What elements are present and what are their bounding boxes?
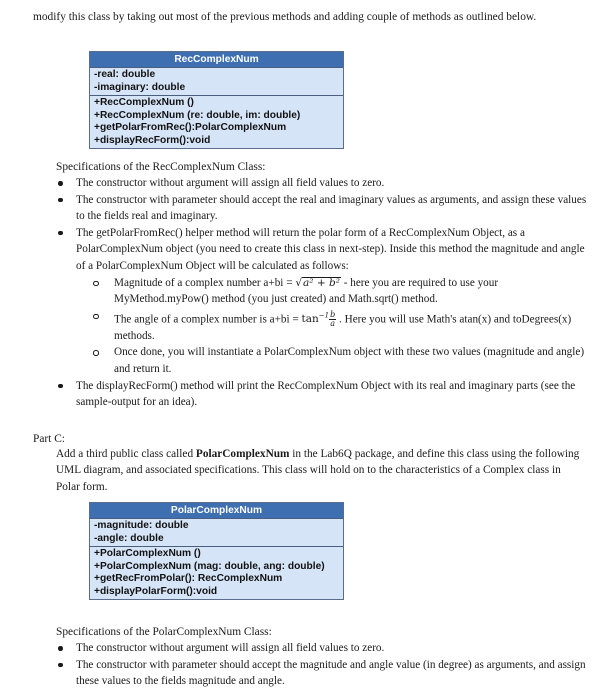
inverse-exponent: −1 [318, 311, 330, 320]
uml-attribute: -angle: double [94, 532, 164, 544]
list-item [56, 657, 588, 690]
list-item [56, 175, 588, 192]
spec-rec-list [56, 175, 588, 411]
uml-attributes [90, 68, 343, 96]
uml-attribute: -magnitude: double [94, 520, 189, 531]
uml-method: +RecComplexNum (re: double, im: double) [94, 109, 301, 121]
spec-rec-title: Specifications of the RecComplexNum Class: [56, 161, 266, 173]
uml-attribute: -imaginary: double [94, 81, 186, 93]
uml-attribute: -real: double [94, 69, 156, 80]
part-c-heading: Part C: [33, 433, 65, 445]
uml-method: +displayRecForm():void [94, 134, 211, 146]
uml-class-title: PolarComplexNum [90, 503, 343, 519]
sub-item-text: Once done, you will instantiate a PolarComplexNum object with these two values (magnitude and angle) and return it. [114, 346, 585, 376]
sub-item-text: . Here you will use Math's atan(x) and toDegrees(x) methods. [114, 313, 572, 342]
list-item-text: The constructor without argument will assign all field values to zero. [76, 177, 385, 189]
intro-paragraph: modify this class by taking out most of the previous methods and adding couple of methods as outlined below. [33, 11, 537, 23]
part-c-class-name: PolarComplexNum [195, 448, 290, 460]
uml-method: +getRecFromPolar(): RecComplexNum [94, 573, 283, 584]
list-item [56, 378, 588, 411]
uml-method: +getPolarFromRec():PolarComplexNum [94, 122, 287, 133]
uml-polar-complex-num [89, 502, 344, 600]
uml-class-title: RecComplexNum [90, 52, 343, 68]
uml-method: +PolarComplexNum (mag: double, ang: double) [94, 560, 325, 572]
angle-formula [301, 309, 337, 328]
sub-list-item [76, 344, 588, 377]
fraction-denominator: a [330, 318, 336, 328]
uml-method: +displayPolarForm():void [94, 585, 218, 597]
magnitude-formula [295, 277, 341, 289]
sub-list [76, 275, 588, 378]
list-item [56, 225, 588, 378]
sub-list-item [76, 308, 588, 345]
uml-methods [90, 547, 343, 599]
list-item [56, 640, 588, 657]
sub-item-text: - here you are required to use your MyMethod.myPow() method (you just created) and Math.sqrt() method. [114, 276, 499, 306]
list-item-text: The constructor without argument will assign all field values to zero. [76, 642, 385, 654]
list-item-text: The getPolarFromRec() helper method will return the polar form of a RecComplexNum Object, as a PolarComplexNum object (you need to create this class in next-step). Inside this method the magnitude and angle of a PolarComplexNum Object will be calculated as follows: [76, 226, 585, 272]
part-c-text: in the Lab6Q package, and define this class using the following UML diagram, and associated specifications. This class will hold on to the characteristics of a Complex class in Polar form. [56, 448, 580, 493]
sub-list-item [76, 275, 588, 308]
sub-item-text: Magnitude of a complex number a+bi = [114, 276, 296, 289]
list-item-text: The displayRecForm() method will print the RecComplexNum Object with its real and imaginary parts (see the sample-output for an idea). [76, 379, 576, 409]
part-c-paragraph [56, 446, 586, 495]
uml-rec-complex-num [89, 51, 344, 149]
uml-attributes [90, 519, 343, 547]
list-item-text: The constructor with parameter should accept the real and imaginary values as arguments, and assign these values to the fields real and imaginary. [76, 193, 587, 223]
sqrt-body: a² + b² [303, 276, 340, 289]
fraction-numerator: b [330, 309, 336, 319]
part-c-text: Add a third public class called [56, 448, 196, 460]
sqrt-sign: √ [295, 276, 303, 289]
spec-polar-title: Specifications of the PolarComplexNum Class: [56, 626, 272, 638]
uml-methods [90, 96, 343, 148]
sub-item-text: The angle of a complex number is a+bi = [114, 313, 302, 326]
list-item [56, 192, 588, 225]
list-item-text: The constructor with parameter should accept the magnitude and angle value (in degree) as arguments, and assign these values to the fields magnitude and angle. [76, 658, 586, 688]
uml-method: +RecComplexNum () [94, 97, 194, 108]
spec-polar-list [56, 640, 588, 690]
tan-function: tan [301, 313, 319, 326]
uml-method: +PolarComplexNum () [94, 548, 201, 559]
